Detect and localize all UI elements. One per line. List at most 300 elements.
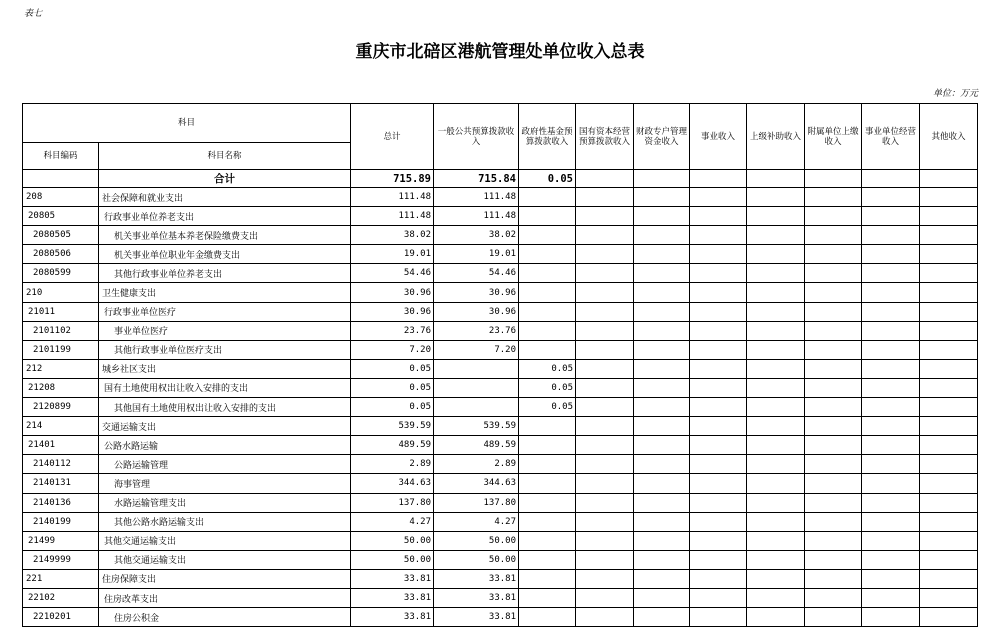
row-general: 7.20 bbox=[434, 340, 519, 359]
row-empty-cell bbox=[690, 321, 747, 340]
header-total: 总计 bbox=[351, 104, 434, 170]
row-empty-cell bbox=[920, 531, 978, 550]
row-general: 33.81 bbox=[434, 588, 519, 607]
row-gov-fund bbox=[519, 608, 576, 627]
row-empty-cell bbox=[805, 512, 862, 531]
row-general: 344.63 bbox=[434, 474, 519, 493]
row-empty-cell bbox=[747, 474, 805, 493]
row-code: 21011 bbox=[23, 302, 99, 321]
row-code: 212 bbox=[23, 359, 99, 378]
row-name: 住房保障支出 bbox=[99, 569, 351, 588]
row-gov-fund bbox=[519, 436, 576, 455]
row-gov-fund bbox=[519, 569, 576, 588]
row-empty-cell bbox=[920, 455, 978, 474]
row-empty-cell bbox=[862, 245, 920, 264]
row-name: 行政事业单位医疗 bbox=[99, 302, 351, 321]
row-gov-fund bbox=[519, 321, 576, 340]
row-empty-cell bbox=[690, 436, 747, 455]
row-empty-cell bbox=[634, 588, 690, 607]
row-empty-cell bbox=[747, 264, 805, 283]
row-empty-cell bbox=[690, 226, 747, 245]
row-empty-cell bbox=[805, 531, 862, 550]
row-empty-cell bbox=[920, 588, 978, 607]
row-gov-fund bbox=[519, 512, 576, 531]
row-gov-fund: 0.05 bbox=[519, 398, 576, 417]
row-total: 33.81 bbox=[351, 608, 434, 627]
row-empty-cell bbox=[862, 283, 920, 302]
row-empty-cell bbox=[634, 359, 690, 378]
row-gov-fund bbox=[519, 417, 576, 436]
table-row bbox=[23, 436, 978, 455]
row-code: 2080599 bbox=[23, 264, 99, 283]
row-total: 4.27 bbox=[351, 512, 434, 531]
row-gov-fund bbox=[519, 283, 576, 302]
header-gov-fund: 政府性基金预算拨款收入 bbox=[519, 104, 576, 170]
row-empty-cell bbox=[747, 359, 805, 378]
row-empty-cell bbox=[634, 302, 690, 321]
row-empty-cell bbox=[805, 569, 862, 588]
header-code: 科目编码 bbox=[23, 143, 99, 170]
row-total: 50.00 bbox=[351, 550, 434, 569]
header-superior-subsidy: 上级补助收入 bbox=[747, 104, 805, 170]
row-general bbox=[434, 378, 519, 397]
row-empty-cell bbox=[862, 340, 920, 359]
row-name: 国有土地使用权出让收入安排的支出 bbox=[99, 378, 351, 397]
row-empty-cell bbox=[690, 207, 747, 226]
row-empty-cell bbox=[576, 493, 634, 512]
row-name: 公路水路运输 bbox=[99, 436, 351, 455]
row-empty-cell bbox=[862, 378, 920, 397]
header-general-budget: 一般公共预算拨款收入 bbox=[434, 104, 519, 170]
row-empty-cell bbox=[862, 359, 920, 378]
row-gov-fund: 0.05 bbox=[519, 378, 576, 397]
row-empty-cell bbox=[862, 264, 920, 283]
row-empty-cell bbox=[634, 608, 690, 627]
table-row bbox=[23, 188, 978, 207]
row-empty-cell bbox=[576, 436, 634, 455]
table-row bbox=[23, 264, 978, 283]
row-empty-cell bbox=[690, 550, 747, 569]
row-empty-cell bbox=[805, 417, 862, 436]
row-empty-cell bbox=[690, 245, 747, 264]
row-empty-cell bbox=[690, 398, 747, 417]
row-empty-cell bbox=[690, 474, 747, 493]
row-empty-cell bbox=[576, 569, 634, 588]
table-row bbox=[23, 378, 978, 397]
row-empty-cell bbox=[862, 226, 920, 245]
row-empty-cell bbox=[576, 531, 634, 550]
row-gov-fund bbox=[519, 588, 576, 607]
row-empty-cell bbox=[805, 588, 862, 607]
row-empty-cell bbox=[747, 226, 805, 245]
row-code: 2140131 bbox=[23, 474, 99, 493]
row-empty-cell bbox=[576, 321, 634, 340]
total-code-cell bbox=[23, 170, 99, 188]
table-row bbox=[23, 283, 978, 302]
row-empty-cell bbox=[862, 455, 920, 474]
row-empty-cell bbox=[805, 550, 862, 569]
row-empty-cell bbox=[747, 608, 805, 627]
row-gov-fund bbox=[519, 226, 576, 245]
row-empty-cell bbox=[805, 226, 862, 245]
row-empty-cell bbox=[920, 188, 978, 207]
row-name: 事业单位医疗 bbox=[99, 321, 351, 340]
row-empty-cell bbox=[747, 550, 805, 569]
row-empty-cell bbox=[920, 207, 978, 226]
row-name: 水路运输管理支出 bbox=[99, 493, 351, 512]
row-code: 2101102 bbox=[23, 321, 99, 340]
table-row bbox=[23, 588, 978, 607]
row-empty-cell bbox=[805, 455, 862, 474]
row-empty-cell bbox=[805, 188, 862, 207]
row-empty-cell bbox=[920, 398, 978, 417]
row-empty-cell bbox=[805, 493, 862, 512]
row-empty-cell bbox=[576, 398, 634, 417]
row-total: 38.02 bbox=[351, 226, 434, 245]
row-empty-cell bbox=[747, 531, 805, 550]
row-total: 23.76 bbox=[351, 321, 434, 340]
row-name: 住房改革支出 bbox=[99, 588, 351, 607]
row-name: 城乡社区支出 bbox=[99, 359, 351, 378]
row-empty-cell bbox=[920, 226, 978, 245]
row-empty-cell bbox=[747, 245, 805, 264]
row-total: 0.05 bbox=[351, 378, 434, 397]
row-gov-fund bbox=[519, 207, 576, 226]
row-general: 111.48 bbox=[434, 207, 519, 226]
row-empty-cell bbox=[690, 608, 747, 627]
row-empty-cell bbox=[805, 245, 862, 264]
row-empty-cell bbox=[805, 474, 862, 493]
row-general: 30.96 bbox=[434, 283, 519, 302]
row-empty-cell bbox=[576, 512, 634, 531]
row-code: 21401 bbox=[23, 436, 99, 455]
row-empty-cell bbox=[576, 302, 634, 321]
row-name: 公路运输管理 bbox=[99, 455, 351, 474]
row-empty-cell bbox=[576, 455, 634, 474]
row-empty-cell bbox=[747, 340, 805, 359]
row-empty-cell bbox=[634, 474, 690, 493]
header-business: 事业收入 bbox=[690, 104, 747, 170]
row-empty-cell bbox=[920, 569, 978, 588]
row-gov-fund bbox=[519, 531, 576, 550]
row-gov-fund bbox=[519, 245, 576, 264]
row-empty-cell bbox=[920, 550, 978, 569]
row-empty-cell bbox=[920, 283, 978, 302]
table-row bbox=[23, 474, 978, 493]
row-empty-cell bbox=[690, 569, 747, 588]
row-code: 2140112 bbox=[23, 455, 99, 474]
row-empty-cell bbox=[576, 226, 634, 245]
table-row bbox=[23, 493, 978, 512]
table-row bbox=[23, 531, 978, 550]
row-empty-cell bbox=[690, 512, 747, 531]
row-gov-fund bbox=[519, 474, 576, 493]
row-empty-cell bbox=[805, 321, 862, 340]
row-total: 7.20 bbox=[351, 340, 434, 359]
total-empty-cell bbox=[576, 170, 634, 188]
header-affiliated: 附属单位上缴收入 bbox=[805, 104, 862, 170]
row-empty-cell bbox=[805, 340, 862, 359]
row-code: 2149999 bbox=[23, 550, 99, 569]
row-empty-cell bbox=[690, 302, 747, 321]
row-empty-cell bbox=[862, 493, 920, 512]
total-empty-cell bbox=[747, 170, 805, 188]
row-empty-cell bbox=[634, 226, 690, 245]
row-gov-fund bbox=[519, 340, 576, 359]
row-empty-cell bbox=[862, 436, 920, 455]
row-code: 22102 bbox=[23, 588, 99, 607]
row-name: 机关事业单位职业年金缴费支出 bbox=[99, 245, 351, 264]
total-empty-cell bbox=[862, 170, 920, 188]
row-empty-cell bbox=[634, 512, 690, 531]
row-name: 机关事业单位基本养老保险缴费支出 bbox=[99, 226, 351, 245]
row-empty-cell bbox=[634, 569, 690, 588]
row-empty-cell bbox=[690, 417, 747, 436]
row-empty-cell bbox=[634, 417, 690, 436]
row-code: 2140136 bbox=[23, 493, 99, 512]
row-empty-cell bbox=[576, 359, 634, 378]
row-empty-cell bbox=[576, 474, 634, 493]
row-empty-cell bbox=[634, 207, 690, 226]
row-empty-cell bbox=[690, 531, 747, 550]
row-empty-cell bbox=[862, 302, 920, 321]
row-total: 137.80 bbox=[351, 493, 434, 512]
row-empty-cell bbox=[920, 493, 978, 512]
row-code: 214 bbox=[23, 417, 99, 436]
row-name: 海事管理 bbox=[99, 474, 351, 493]
row-code: 2080505 bbox=[23, 226, 99, 245]
row-gov-fund bbox=[519, 550, 576, 569]
table-row bbox=[23, 340, 978, 359]
row-empty-cell bbox=[862, 608, 920, 627]
row-empty-cell bbox=[920, 302, 978, 321]
income-table bbox=[22, 103, 978, 627]
row-empty-cell bbox=[747, 378, 805, 397]
total-general: 715.84 bbox=[434, 170, 519, 188]
row-gov-fund bbox=[519, 188, 576, 207]
row-empty-cell bbox=[576, 378, 634, 397]
row-code: 21499 bbox=[23, 531, 99, 550]
row-general: 54.46 bbox=[434, 264, 519, 283]
row-total: 489.59 bbox=[351, 436, 434, 455]
row-empty-cell bbox=[690, 455, 747, 474]
row-empty-cell bbox=[920, 417, 978, 436]
row-empty-cell bbox=[862, 398, 920, 417]
row-empty-cell bbox=[690, 188, 747, 207]
row-empty-cell bbox=[920, 359, 978, 378]
row-empty-cell bbox=[862, 321, 920, 340]
table-row bbox=[23, 359, 978, 378]
row-name: 行政事业单位养老支出 bbox=[99, 207, 351, 226]
row-empty-cell bbox=[862, 207, 920, 226]
row-name: 其他公路水路运输支出 bbox=[99, 512, 351, 531]
row-total: 30.96 bbox=[351, 302, 434, 321]
row-empty-cell bbox=[747, 302, 805, 321]
row-general bbox=[434, 398, 519, 417]
table-row bbox=[23, 321, 978, 340]
row-empty-cell bbox=[862, 474, 920, 493]
row-empty-cell bbox=[920, 474, 978, 493]
row-empty-cell bbox=[805, 436, 862, 455]
row-general: 50.00 bbox=[434, 550, 519, 569]
row-name: 社会保障和就业支出 bbox=[99, 188, 351, 207]
row-empty-cell bbox=[747, 283, 805, 302]
row-empty-cell bbox=[805, 264, 862, 283]
row-empty-cell bbox=[634, 188, 690, 207]
row-general: 33.81 bbox=[434, 608, 519, 627]
row-name: 卫生健康支出 bbox=[99, 283, 351, 302]
header-name: 科目名称 bbox=[99, 143, 351, 170]
row-empty-cell bbox=[634, 378, 690, 397]
row-empty-cell bbox=[805, 608, 862, 627]
row-empty-cell bbox=[634, 340, 690, 359]
row-empty-cell bbox=[576, 264, 634, 283]
row-empty-cell bbox=[862, 588, 920, 607]
header-subject: 科目 bbox=[23, 104, 351, 143]
header-operation: 事业单位经营收入 bbox=[862, 104, 920, 170]
row-general: 38.02 bbox=[434, 226, 519, 245]
row-empty-cell bbox=[862, 531, 920, 550]
row-empty-cell bbox=[576, 550, 634, 569]
row-empty-cell bbox=[747, 321, 805, 340]
row-code: 2120899 bbox=[23, 398, 99, 417]
row-general: 539.59 bbox=[434, 417, 519, 436]
row-general: 489.59 bbox=[434, 436, 519, 455]
unit-label: 单位：万元 bbox=[932, 89, 978, 99]
total-empty-cell bbox=[920, 170, 978, 188]
row-empty-cell bbox=[805, 302, 862, 321]
row-empty-cell bbox=[690, 378, 747, 397]
row-empty-cell bbox=[747, 436, 805, 455]
row-empty-cell bbox=[634, 455, 690, 474]
row-empty-cell bbox=[747, 417, 805, 436]
row-empty-cell bbox=[576, 283, 634, 302]
row-empty-cell bbox=[862, 569, 920, 588]
row-gov-fund bbox=[519, 302, 576, 321]
row-code: 221 bbox=[23, 569, 99, 588]
row-code: 2101199 bbox=[23, 340, 99, 359]
row-empty-cell bbox=[920, 378, 978, 397]
row-code: 21208 bbox=[23, 378, 99, 397]
row-empty-cell bbox=[805, 398, 862, 417]
row-empty-cell bbox=[576, 588, 634, 607]
page-title: 重庆市北碚区港航管理处单位收入总表 bbox=[355, 42, 645, 62]
row-empty-cell bbox=[747, 455, 805, 474]
row-empty-cell bbox=[862, 188, 920, 207]
row-gov-fund bbox=[519, 493, 576, 512]
row-empty-cell bbox=[747, 512, 805, 531]
row-empty-cell bbox=[920, 512, 978, 531]
row-empty-cell bbox=[576, 188, 634, 207]
total-empty-cell bbox=[634, 170, 690, 188]
total-empty-cell bbox=[690, 170, 747, 188]
table-row bbox=[23, 245, 978, 264]
row-total: 30.96 bbox=[351, 283, 434, 302]
header-other: 其他收入 bbox=[920, 104, 978, 170]
row-general: 137.80 bbox=[434, 493, 519, 512]
row-empty-cell bbox=[920, 264, 978, 283]
header-state-capital: 国有资本经营预算拨款收入 bbox=[576, 104, 634, 170]
row-total: 539.59 bbox=[351, 417, 434, 436]
row-total: 50.00 bbox=[351, 531, 434, 550]
row-empty-cell bbox=[747, 569, 805, 588]
row-general: 19.01 bbox=[434, 245, 519, 264]
row-empty-cell bbox=[747, 493, 805, 512]
row-empty-cell bbox=[634, 531, 690, 550]
table-row bbox=[23, 398, 978, 417]
table-row bbox=[23, 207, 978, 226]
row-name: 其他交通运输支出 bbox=[99, 531, 351, 550]
row-general: 23.76 bbox=[434, 321, 519, 340]
row-empty-cell bbox=[920, 245, 978, 264]
row-empty-cell bbox=[690, 283, 747, 302]
row-empty-cell bbox=[805, 283, 862, 302]
row-empty-cell bbox=[690, 359, 747, 378]
row-total: 33.81 bbox=[351, 588, 434, 607]
total-gov-fund: 0.05 bbox=[519, 170, 576, 188]
row-empty-cell bbox=[634, 264, 690, 283]
row-empty-cell bbox=[747, 588, 805, 607]
row-general: 50.00 bbox=[434, 531, 519, 550]
row-empty-cell bbox=[862, 512, 920, 531]
row-name: 交通运输支出 bbox=[99, 417, 351, 436]
row-total: 344.63 bbox=[351, 474, 434, 493]
row-empty-cell bbox=[920, 608, 978, 627]
row-empty-cell bbox=[805, 378, 862, 397]
row-empty-cell bbox=[634, 493, 690, 512]
table-row bbox=[23, 226, 978, 245]
row-empty-cell bbox=[920, 340, 978, 359]
row-code: 20805 bbox=[23, 207, 99, 226]
total-total: 715.89 bbox=[351, 170, 434, 188]
row-empty-cell bbox=[634, 245, 690, 264]
row-empty-cell bbox=[862, 417, 920, 436]
table-row bbox=[23, 569, 978, 588]
row-empty-cell bbox=[634, 398, 690, 417]
row-empty-cell bbox=[862, 550, 920, 569]
row-gov-fund: 0.05 bbox=[519, 359, 576, 378]
total-empty-cell bbox=[805, 170, 862, 188]
row-total: 2.89 bbox=[351, 455, 434, 474]
row-empty-cell bbox=[920, 436, 978, 455]
row-empty-cell bbox=[805, 207, 862, 226]
row-empty-cell bbox=[805, 359, 862, 378]
row-empty-cell bbox=[634, 321, 690, 340]
row-total: 111.48 bbox=[351, 207, 434, 226]
row-empty-cell bbox=[576, 417, 634, 436]
row-general: 4.27 bbox=[434, 512, 519, 531]
row-empty-cell bbox=[576, 340, 634, 359]
row-empty-cell bbox=[690, 588, 747, 607]
row-general: 33.81 bbox=[434, 569, 519, 588]
table-row bbox=[23, 302, 978, 321]
row-name: 住房公积金 bbox=[99, 608, 351, 627]
row-empty-cell bbox=[920, 321, 978, 340]
row-empty-cell bbox=[747, 207, 805, 226]
row-gov-fund bbox=[519, 455, 576, 474]
total-label: 合计 bbox=[99, 170, 351, 188]
row-code: 2080506 bbox=[23, 245, 99, 264]
row-total: 0.05 bbox=[351, 398, 434, 417]
row-empty-cell bbox=[576, 608, 634, 627]
row-name: 其他交通运输支出 bbox=[99, 550, 351, 569]
row-total: 19.01 bbox=[351, 245, 434, 264]
row-name: 其他行政事业单位养老支出 bbox=[99, 264, 351, 283]
row-empty-cell bbox=[690, 493, 747, 512]
row-gov-fund bbox=[519, 264, 576, 283]
table-row bbox=[23, 608, 978, 627]
row-code: 210 bbox=[23, 283, 99, 302]
